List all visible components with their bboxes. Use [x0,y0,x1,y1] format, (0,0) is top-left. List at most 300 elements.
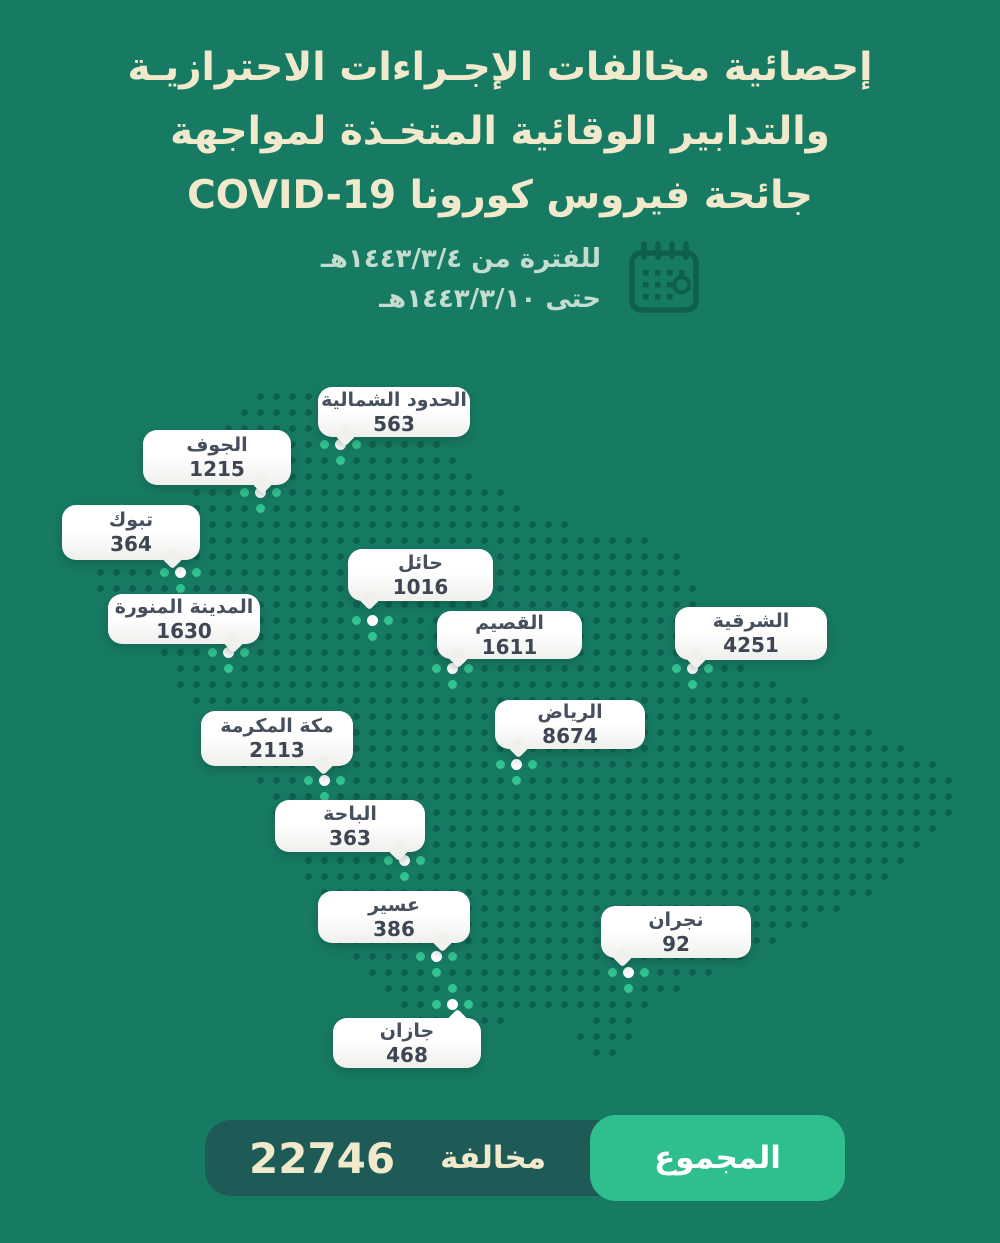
map-dot [433,441,440,448]
map-dot [209,489,216,496]
map-dot [625,825,632,832]
region-bubble-tabuk [62,505,200,560]
map-dot [289,537,296,544]
map-dot [593,873,600,880]
map-dot [481,521,488,528]
map-dot [897,745,904,752]
map-dot [225,521,232,528]
map-dot [241,569,248,576]
map-dot [833,777,840,784]
map-dot [321,457,328,464]
map-dot [305,617,312,624]
map-dot [417,761,424,768]
map-dot [289,425,296,432]
map-dot [225,681,232,688]
map-anchor-dot [431,951,442,962]
map-dot [769,841,776,848]
map-dot [801,825,808,832]
map-dot [577,809,584,816]
map-dot [801,745,808,752]
map-dot [289,617,296,624]
map-dot [465,681,472,688]
map-dot [881,761,888,768]
map-dot [481,681,488,688]
map-dot [641,665,648,672]
map-dot [369,729,376,736]
map-dot [609,569,616,576]
map-dot [897,841,904,848]
map-dot [657,745,664,752]
map-dot [481,745,488,752]
map-dot [417,537,424,544]
map-dot [385,665,392,672]
map-dot [673,825,680,832]
map-dot [433,777,440,784]
map-accent-dot [176,584,185,593]
map-dot [497,905,504,912]
map-dot [273,617,280,624]
map-dot [897,809,904,816]
map-dot [561,777,568,784]
map-dot [401,521,408,528]
map-dot [673,793,680,800]
map-dot [417,441,424,448]
map-dot [433,761,440,768]
map-dot [577,585,584,592]
map-dot [769,681,776,688]
map-dot [337,649,344,656]
map-dot [577,985,584,992]
map-dot [737,777,744,784]
map-dot [369,521,376,528]
map-dot [561,521,568,528]
map-dot [737,841,744,848]
map-dot [561,889,568,896]
map-dot [433,745,440,752]
map-dot [689,873,696,880]
map-anchor-dot [367,615,378,626]
map-dot [593,793,600,800]
map-dot [433,809,440,816]
map-dot [209,569,216,576]
period-line-2: حتى ١٤٤٣/٣/١٠هـ [379,284,601,314]
region-value: 1611 [481,634,538,659]
map-dot [385,713,392,720]
map-dot [449,745,456,752]
map-dot [305,649,312,656]
map-dot [401,665,408,672]
map-dot [241,665,248,672]
map-dot [465,809,472,816]
map-dot [753,697,760,704]
map-dot [257,585,264,592]
map-dot [593,553,600,560]
map-accent-dot [368,632,377,641]
map-dot [913,793,920,800]
map-dot [353,713,360,720]
title-line-2: والتدابير الوقائية المتخـذة لمواجهة [170,109,830,154]
map-dot [641,633,648,640]
map-dot [353,633,360,640]
map-dot [401,649,408,656]
map-dot [657,713,664,720]
map-dot [561,937,568,944]
map-dot [609,665,616,672]
map-dot [513,665,520,672]
map-dot [401,713,408,720]
map-dot [737,857,744,864]
map-dot [353,505,360,512]
map-dot [481,809,488,816]
map-dot [657,729,664,736]
total-label-badge: المجموع [590,1115,845,1201]
map-dot [305,489,312,496]
map-dot [257,569,264,576]
map-dot [785,793,792,800]
map-dot [369,473,376,480]
map-dot [897,777,904,784]
map-dot [769,729,776,736]
map-dot [513,953,520,960]
map-dot [625,857,632,864]
map-dot [273,777,280,784]
map-dot [385,697,392,704]
map-dot [385,633,392,640]
map-dot [593,633,600,640]
map-dot [577,857,584,864]
map-dot [417,617,424,624]
map-dot [545,873,552,880]
map-accent-dot [608,968,617,977]
map-dot [705,841,712,848]
map-dot [289,553,296,560]
map-dot [481,969,488,976]
map-dot [721,713,728,720]
map-dot [593,1017,600,1024]
map-dot [609,537,616,544]
map-dot [593,665,600,672]
map-dot [337,681,344,688]
map-accent-dot [336,456,345,465]
map-dot [481,697,488,704]
map-dot [945,809,952,816]
map-dot [577,953,584,960]
map-dot [689,777,696,784]
map-dot [273,633,280,640]
map-dot [881,777,888,784]
map-dot [449,777,456,784]
map-dot [801,905,808,912]
map-dot [657,889,664,896]
map-dot [561,841,568,848]
map-dot [561,921,568,928]
map-dot [305,425,312,432]
map-dot [881,745,888,752]
map-dot [929,825,936,832]
map-dot [657,793,664,800]
map-dot [481,841,488,848]
map-dot [465,713,472,720]
map-dot [465,697,472,704]
map-dot [161,649,168,656]
map-dot [785,777,792,784]
map-dot [849,825,856,832]
map-dot [657,761,664,768]
map-dot [577,1001,584,1008]
map-dot [497,889,504,896]
map-dot [481,777,488,784]
map-dot [417,521,424,528]
map-dot [593,1033,600,1040]
map-dot [273,505,280,512]
map-dot [273,393,280,400]
map-dot [913,809,920,816]
map-dot [289,633,296,640]
map-accent-dot [272,488,281,497]
total-bar [205,1120,845,1196]
map-dot [209,697,216,704]
map-dot [577,761,584,768]
map-dot [481,793,488,800]
map-dot [929,793,936,800]
region-name: القصيم [475,611,544,634]
map-dot [513,937,520,944]
map-dot [433,457,440,464]
map-dot [769,793,776,800]
map-dot [673,697,680,704]
map-dot [161,585,168,592]
map-dot [353,729,360,736]
map-dot [593,889,600,896]
map-dot [385,601,392,608]
map-dot [657,841,664,848]
map-dot [625,793,632,800]
map-dot [609,857,616,864]
map-dot [753,921,760,928]
map-dot [833,825,840,832]
map-dot [321,601,328,608]
map-dot [641,569,648,576]
map-dot [305,633,312,640]
map-dot [529,921,536,928]
map-dot [641,841,648,848]
map-dot [769,857,776,864]
region-value: 92 [662,931,690,956]
map-dot [225,489,232,496]
map-dot [833,793,840,800]
map-dot [833,809,840,816]
map-dot [305,857,312,864]
map-dot [705,697,712,704]
map-dot [497,825,504,832]
map-dot [577,1033,584,1040]
map-dot [353,521,360,528]
map-dot [177,681,184,688]
map-dot [689,809,696,816]
map-dot [929,777,936,784]
map-dot [641,585,648,592]
map-dot [609,777,616,784]
map-dot [833,857,840,864]
map-dot [497,1001,504,1008]
map-dot [465,985,472,992]
map-dot [497,537,504,544]
map-dot [737,809,744,816]
map-dot [289,601,296,608]
map-accent-dot [624,984,633,993]
map-dot [865,777,872,784]
map-dot [641,553,648,560]
map-dot [529,953,536,960]
map-accent-dot [352,616,361,625]
map-dot [481,985,488,992]
map-dot [257,409,264,416]
map-dot [465,761,472,768]
map-dot [577,553,584,560]
map-dot [225,585,232,592]
map-dot [481,665,488,672]
map-accent-dot [640,968,649,977]
region-bubble-madinah [108,594,260,644]
map-dot [145,569,152,576]
map-accent-dot [304,776,313,785]
map-dot [337,857,344,864]
map-dot [529,521,536,528]
map-dot [225,569,232,576]
map-dot [513,921,520,928]
map-dot [801,809,808,816]
map-dot [561,905,568,912]
total-count-section [205,1120,590,1196]
map-dot [209,521,216,528]
map-dot [529,985,536,992]
map-dot [545,793,552,800]
map-dot [449,729,456,736]
map-dot [609,841,616,848]
map-dot [497,521,504,528]
map-dot [529,601,536,608]
map-dot [785,761,792,768]
map-dot [625,553,632,560]
map-dot [321,489,328,496]
map-dot [401,697,408,704]
map-dot [849,841,856,848]
map-dot [433,473,440,480]
map-dot [593,841,600,848]
map-dot [385,777,392,784]
map-dot [673,745,680,752]
map-dot [417,649,424,656]
map-dot [513,553,520,560]
map-dot [481,601,488,608]
region-name: الباحة [323,802,377,825]
map-accent-dot [400,872,409,881]
map-dot [321,633,328,640]
map-dot [385,649,392,656]
map-dot [785,921,792,928]
map-dot [369,713,376,720]
map-accent-dot [384,856,393,865]
map-dot [577,841,584,848]
map-dot [833,713,840,720]
map-dot [673,761,680,768]
map-dot [257,521,264,528]
map-dot [289,681,296,688]
map-dot [625,649,632,656]
map-dot [593,937,600,944]
map-dot [673,969,680,976]
map-dot [785,825,792,832]
map-dot [737,793,744,800]
map-dot [401,601,408,608]
map-dot [545,937,552,944]
map-dot [657,553,664,560]
map-dot [385,873,392,880]
map-dot [401,457,408,464]
map-dot [497,489,504,496]
map-anchor-dot [319,775,330,786]
map-dot [769,905,776,912]
map-dot [785,889,792,896]
map-dot [497,585,504,592]
map-dot [513,985,520,992]
map-dot [209,505,216,512]
map-dot [401,441,408,448]
map-dot [273,537,280,544]
map-dot [689,713,696,720]
map-dot [609,889,616,896]
map-dot [385,457,392,464]
map-dot [705,793,712,800]
map-dot [465,793,472,800]
map-dot [769,889,776,896]
map-dot [385,473,392,480]
map-dot [737,745,744,752]
map-dot [721,841,728,848]
map-dot [609,585,616,592]
map-dot [769,761,776,768]
map-dot [449,873,456,880]
map-dot [193,489,200,496]
map-dot [609,553,616,560]
map-dot [289,489,296,496]
map-dot [753,713,760,720]
map-dot [657,873,664,880]
map-dot [673,873,680,880]
map-dot [433,841,440,848]
map-dot [817,761,824,768]
map-dot [417,729,424,736]
map-dot [817,745,824,752]
map-dot [321,649,328,656]
map-dot [545,969,552,976]
map-dot [737,873,744,880]
map-dot [225,697,232,704]
map-dot [337,473,344,480]
map-dot [481,1017,488,1024]
map-dot [497,969,504,976]
map-dot [561,985,568,992]
map-dot [513,537,520,544]
map-dot [289,409,296,416]
map-dot [433,873,440,880]
map-dot [721,857,728,864]
map-dot [481,825,488,832]
map-dot [353,537,360,544]
map-dot [497,873,504,880]
map-dot [865,745,872,752]
map-dot [801,729,808,736]
